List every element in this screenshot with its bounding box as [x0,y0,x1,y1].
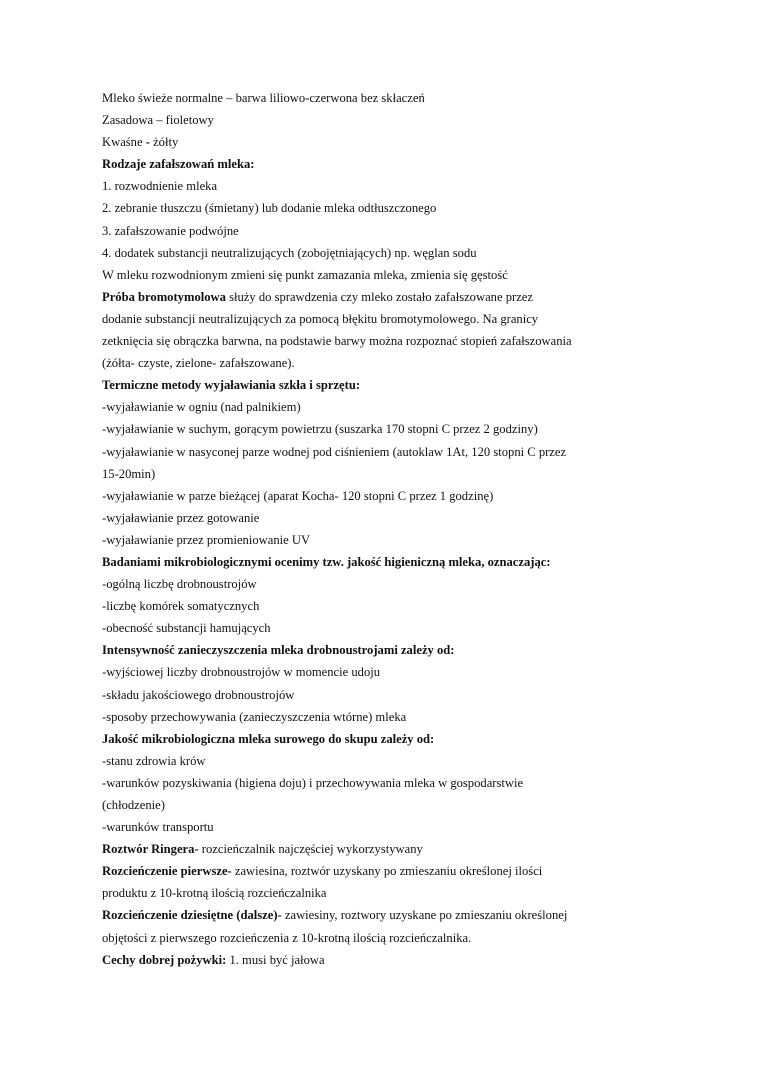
list-item: -wyjściowej liczby drobnoustrojów w momencie udoju [102,665,381,680]
list-item: -liczbę komórek somatycznych [102,599,260,614]
text-line: objętości z pierwszego rozcieńczenia z 10-krotną ilością rozcieńczalnika. [102,930,472,945]
list-item: -obecność substancji hamujących [102,621,271,636]
bold-text: - [145,135,154,150]
text-span: Kwaśne [102,135,146,150]
text-span: 1. musi być jałowa [226,952,325,967]
text-line: dodanie substancji neutralizujących za pomocą błękitu bromotymolowego. Na granicy [102,311,539,326]
document-body [102,87,662,971]
list-item: -wyjaławianie w nasyconej parze wodnej pod ciśnieniem (autoklaw 1At, 120 stopni C przez [102,444,567,459]
text-span: rozcieńczalnik najczęściej wykorzystywany [198,842,423,857]
list-item: 3. zafałszowanie podwójne [102,223,239,238]
list-item: -wyjaławianie przez promieniowanie UV [102,532,311,547]
list-item: 1. rozwodnienie mleka [102,179,218,194]
text-line: Mleko świeże normalne – barwa liliowo-czerwona bez skłaczeń [102,91,425,105]
text-span: zawiesina, roztwór uzyskany po zmieszaniu określonej ilości [231,864,543,879]
bold-text: Intensywność zanieczyszczenia mleka drobnoustrojami zależy od: [102,643,455,658]
list-item: -wyjaławianie przez gotowanie [102,510,260,525]
text-line [102,860,662,882]
section-heading [102,153,662,175]
bold-text: Termiczne metody wyjaławiania szkła i sprzętu: [102,378,361,393]
list-item: 4. dodatek substancji neutralizujących (zobojętniających) np. węglan sodu [102,245,477,260]
bold-text: Roztwór Ringera- [102,842,199,857]
list-item: -warunków transportu [102,820,214,835]
bold-text: Cechy dobrej pożywki: [102,952,227,967]
text-line: (żółta- czyste, zielone- zafałszowane). [102,356,295,371]
text-line [102,904,662,926]
list-item: -składu jakościowego drobnoustrojów [102,687,295,702]
bold-text: Rodzaje zafałszowań mleka: [102,157,255,172]
list-item: -sposoby przechowywania (zanieczyszczenia wtórne) mleka [102,709,407,724]
text-line: W mleku rozwodnionym zmieni się punkt zamazania mleka, zmienia się gęstość [102,267,508,282]
list-item: 2. zebranie tłuszczu (śmietany) lub dodanie mleka odtłuszczonego [102,201,437,216]
list-item: -warunków pozyskiwania (higiena doju) i przechowywania mleka w gospodarstwie [102,775,524,790]
text-span: służy do sprawdzenia czy mleko zostało zafałszowane przez [225,289,533,304]
list-item: -wyjaławianie w parze bieżącej (aparat Kocha- 120 stopni C przez 1 godzinę) [102,488,494,503]
text-line [102,949,662,971]
bold-text: Badaniami mikrobiologicznymi ocenimy tzw. jakość higieniczną mleka, oznaczając: [102,554,551,569]
section-heading [102,374,662,396]
text-line: Zasadowa – fioletowy [102,113,214,128]
text-line [102,286,662,308]
bold-text: Jakość mikrobiologiczna mleka surowego do skupu zależy od: [102,731,435,746]
list-item: -wyjaławianie w suchym, gorącym powietrzu (suszarka 170 stopni C przez 2 godziny) [102,422,538,437]
text-line: zetknięcia się obrączka barwna, na podstawie barwy można rozpoznać stopień zafałszowania [102,334,572,349]
list-item: -stanu zdrowia krów [102,753,206,768]
text-span: zawiesiny, roztwory uzyskane po zmieszaniu określonej [281,908,568,923]
text-line [102,131,662,153]
text-line: produktu z 10-krotną ilością rozcieńczalnika [102,886,327,901]
text-line: (chłodzenie) [102,798,165,812]
list-item: -wyjaławianie w ogniu (nad palnikiem) [102,400,301,415]
list-item: -ogólną liczbę drobnoustrojów [102,577,257,592]
text-line [102,838,662,860]
section-heading [102,551,662,573]
text-span: żółty [153,135,179,150]
bold-text: Rozcieńczenie pierwsze- [102,864,232,879]
section-heading [102,639,662,661]
text-line: 15-20min) [102,466,156,481]
bold-text: Próba bromotymolowa [102,289,226,304]
section-heading [102,728,662,750]
bold-text: Rozcieńczenie dziesiętne (dalsze)- [102,908,282,923]
